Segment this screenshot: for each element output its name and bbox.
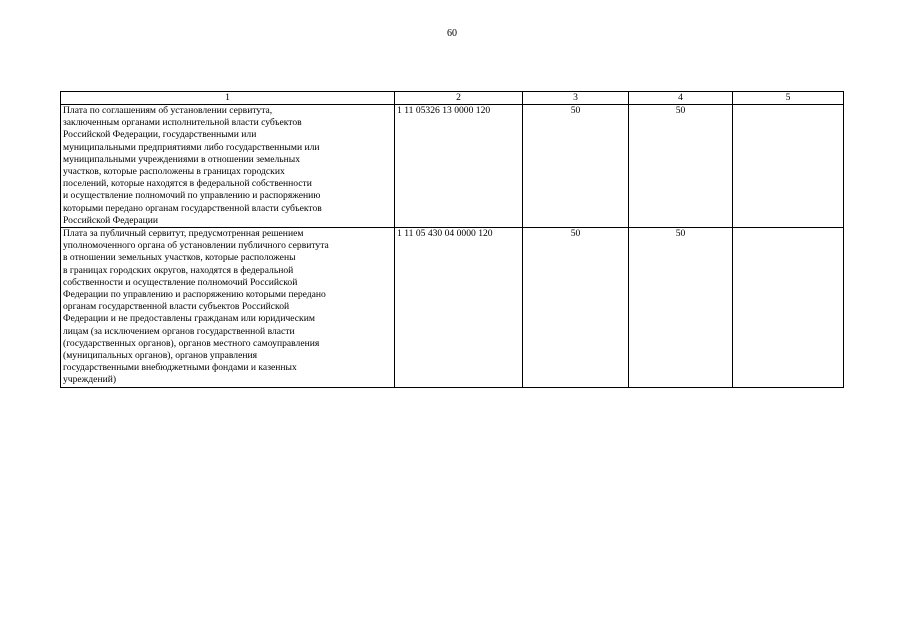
- description-line: в отношении земельных участков, которые расположены: [63, 252, 296, 264]
- row-code: 1 11 05326 13 0000 120: [395, 105, 523, 228]
- description-line: уполномоченного органа об установлении публичного сервитута: [63, 240, 329, 252]
- description-line: собственности и осуществление полномочий Российской: [63, 276, 298, 288]
- description-line: государственными внебюджетными фондами и казенных: [63, 362, 297, 374]
- column-header-4: 4: [629, 92, 733, 105]
- description-line: поселений, которые находятся в федеральной собственности: [63, 178, 312, 190]
- row-col3-value: 50: [523, 105, 629, 228]
- row-col5-value: [733, 105, 844, 228]
- description-line: и осуществление полномочий по управлению и распоряжению: [63, 190, 321, 202]
- description-line: Плата по соглашениям об установлении сервитута,: [63, 105, 273, 116]
- description-line: Плата за публичный сервитут, предусмотренная решением: [63, 228, 304, 240]
- column-header-1: 1: [61, 92, 395, 105]
- description-line: (государственных органов), органов местного самоуправления: [63, 337, 320, 349]
- row-description: [61, 105, 395, 228]
- column-header-3: 3: [523, 92, 629, 105]
- table-row: [61, 228, 844, 388]
- description-line: муниципальными предприятиями либо государственными или: [63, 141, 320, 153]
- revenue-table: [60, 91, 844, 388]
- row-col4-value: 50: [629, 228, 733, 388]
- table-row: [61, 105, 844, 228]
- column-header-2: 2: [395, 92, 523, 105]
- description-line: Российской Федерации: [63, 214, 158, 226]
- description-line: органам государственной власти субъектов Российской: [63, 301, 290, 313]
- description-line: заключенным органами исполнительной власти субъектов: [63, 117, 302, 129]
- row-description: [61, 228, 395, 388]
- row-col5-value: [733, 228, 844, 388]
- description-line: в границах городских округов, находятся в федеральной: [63, 264, 294, 276]
- description-line: учреждений): [63, 374, 117, 386]
- column-header-5: 5: [733, 92, 844, 105]
- description-line: лицам (за исключением органов государственной власти: [63, 325, 295, 337]
- description-line: которыми передано органам государственной власти субъектов: [63, 202, 322, 214]
- page-number: 60: [447, 28, 457, 39]
- description-line: Федерации и не предоставлены гражданам или юридическим: [63, 313, 315, 325]
- row-col3-value: 50: [523, 228, 629, 388]
- header-row: [61, 92, 844, 105]
- description-line: участков, которые расположены в границах городских: [63, 166, 285, 178]
- description-line: (муниципальных органов), органов управления: [63, 350, 258, 362]
- row-code: 1 11 05 430 04 0000 120: [395, 228, 523, 388]
- description-line: муниципальными учреждениями в отношении земельных: [63, 153, 301, 165]
- row-col4-value: 50: [629, 105, 733, 228]
- description-line: Федерации по управлению и распоряжению которыми передано: [63, 289, 326, 301]
- description-line: Российской Федерации, государственными или: [63, 129, 257, 141]
